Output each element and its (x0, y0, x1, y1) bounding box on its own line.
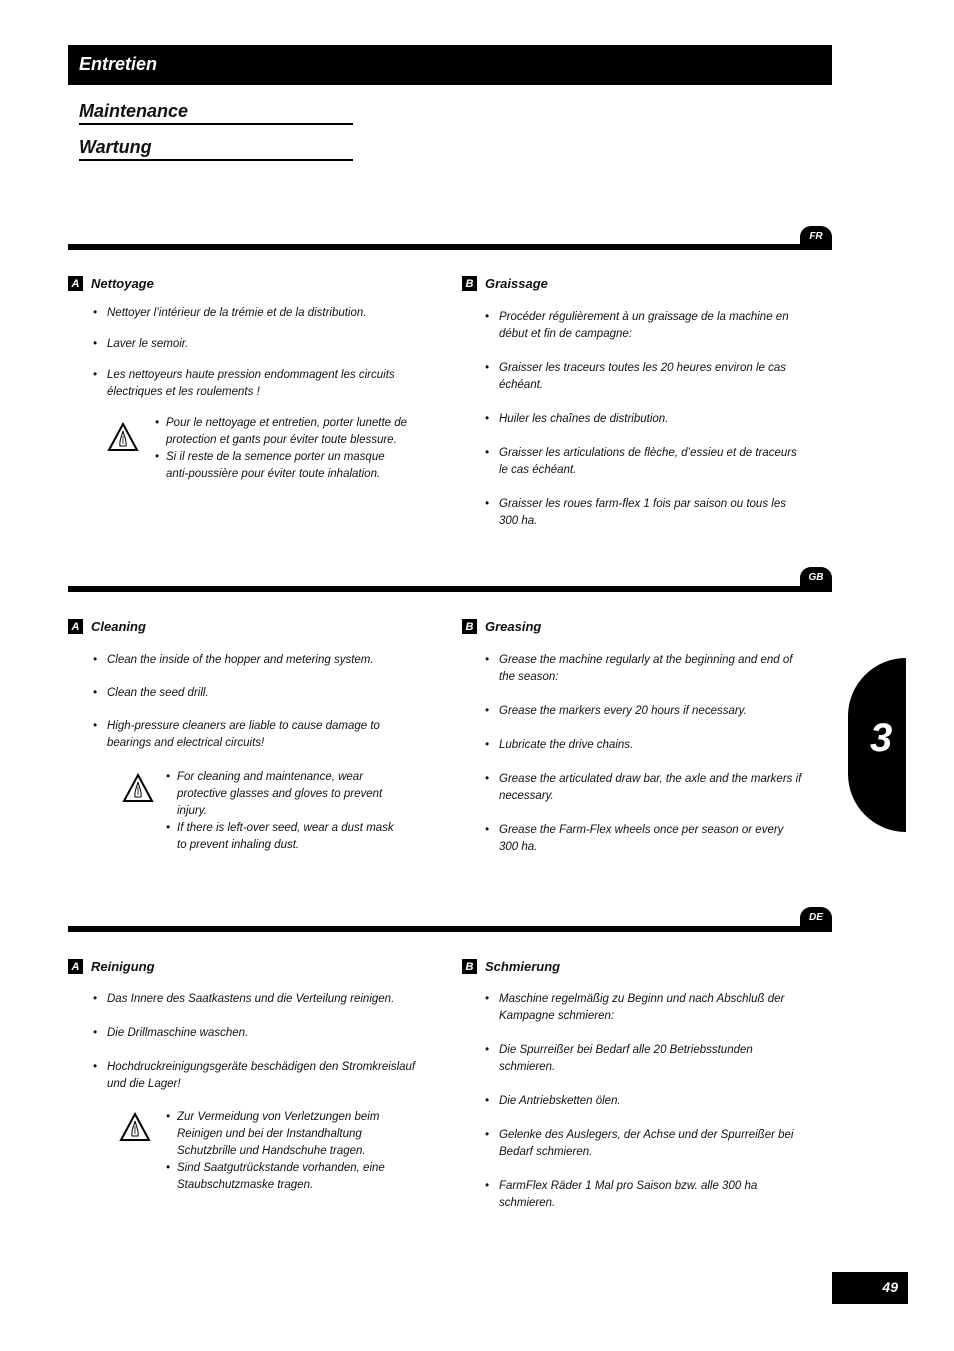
list-item: • Das Innere des Saatkastens und die Verteilung reinigen. (93, 991, 423, 1008)
list-item: • Clean the seed drill. (93, 685, 413, 702)
list-item: • Les nettoyeurs haute pression endommagent les circuits électriques et les roulements ! (93, 367, 413, 401)
section-title-text: Reinigung (91, 959, 155, 974)
list-item: • FarmFlex Räder 1 Mal pro Saison bzw. alle 300 ha schmieren. (485, 1178, 805, 1212)
subtitle-maintenance: Maintenance (79, 100, 353, 125)
page-number: 49 (882, 1279, 898, 1295)
lang-tab-fr: FR (800, 226, 832, 248)
warning-triangle-icon (119, 1112, 151, 1142)
list-item: • Nettoyer l’intérieur de la trémie et de la distribution. (93, 305, 413, 322)
de-warning-list (166, 1109, 416, 1194)
list-item: • Laver le semoir. (93, 336, 413, 353)
section-title-text: Schmierung (485, 959, 561, 974)
lang-tab-gb: GB (800, 567, 832, 589)
list-item: • Hochdruckreinigungsgeräte beschädigen den Stromkreislauf und die Lager! (93, 1059, 423, 1093)
list-item: • Die Spurreißer bei Bedarf alle 20 Betriebsstunden schmieren. (485, 1042, 805, 1076)
section-title-text: Cleaning (91, 619, 146, 634)
section-rule-fr (68, 244, 832, 250)
fr-warning-list (155, 415, 410, 483)
letter-box-b: B (462, 619, 477, 634)
de-section-b-title (462, 959, 560, 974)
subtitle-wartung: Wartung (79, 136, 353, 161)
list-item: • Graisser les traceurs toutes les 20 heures environ le cas échéant. (485, 360, 805, 394)
list-item: • Grease the machine regularly at the beginning and end of the season: (485, 652, 805, 686)
page-number-box (832, 1272, 908, 1304)
gb-warning-list (166, 769, 406, 854)
warning-item: • For cleaning and maintenance, wear protective glasses and gloves to prevent injury. (166, 769, 406, 820)
list-item: • Gelenke des Auslegers, der Achse und der Spurreißer bei Bedarf schmieren. (485, 1127, 805, 1161)
fr-section-a-title (68, 276, 154, 291)
de-cleaning-list (93, 991, 423, 1093)
section-title-text: Nettoyage (91, 276, 154, 291)
gb-section-a-title (68, 619, 146, 634)
lang-tab-de: DE (800, 907, 832, 929)
gb-cleaning-list (93, 652, 413, 752)
warning-item: • Sind Saatgutrückstande vorhanden, eine Staubschutzmaske tragen. (166, 1160, 416, 1194)
list-item: • Graisser les roues farm-flex 1 fois par saison ou tous les 300 ha. (485, 496, 805, 530)
fr-section-b-title (462, 276, 548, 291)
gb-greasing-list (485, 652, 805, 856)
letter-box-b: B (462, 276, 477, 291)
warning-item: • If there is left-over seed, wear a dust mask to prevent inhaling dust. (166, 820, 406, 854)
fr-cleaning-list (93, 305, 413, 401)
de-greasing-list (485, 991, 805, 1212)
section-rule-de (68, 926, 832, 932)
section-title-text: Graissage (485, 276, 548, 291)
list-item: • Die Drillmaschine waschen. (93, 1025, 423, 1042)
list-item: • Grease the Farm-Flex wheels once per season or every 300 ha. (485, 822, 805, 856)
gb-section-b-title (462, 619, 541, 634)
list-item: • Die Antriebsketten ölen. (485, 1093, 805, 1110)
warning-triangle-icon (107, 422, 139, 452)
section-rule-gb (68, 586, 832, 592)
list-item: • Huiler les chaînes de distribution. (485, 411, 805, 428)
chapter-number: 3 (870, 716, 893, 760)
letter-box-a: A (68, 959, 83, 974)
de-section-a-title (68, 959, 155, 974)
list-item: • Lubricate the drive chains. (485, 737, 805, 754)
letter-box-a: A (68, 619, 83, 634)
letter-box-a: A (68, 276, 83, 291)
chapter-tab (848, 658, 906, 832)
warning-item: • Si il reste de la semence porter un masque anti-poussière pour éviter toute inhalation. (155, 449, 410, 483)
list-item: • High-pressure cleaners are liable to cause damage to bearings and electrical circuits! (93, 718, 413, 752)
list-item: • Maschine regelmäßig zu Beginn und nach Abschluß der Kampagne schmieren: (485, 991, 805, 1025)
list-item: • Clean the inside of the hopper and metering system. (93, 652, 413, 669)
warning-item: • Zur Vermeidung von Verletzungen beim Reinigen und bei der Instandhaltung Schutzbrille und Handschuhe tragen. (166, 1109, 416, 1160)
section-title-text: Greasing (485, 619, 542, 634)
list-item: • Grease the articulated draw bar, the axle and the markers if necessary. (485, 771, 805, 805)
header-bar (68, 45, 832, 85)
list-item: • Grease the markers every 20 hours if necessary. (485, 703, 805, 720)
warning-item: • Pour le nettoyage et entretien, porter lunette de protection et gants pour éviter toute blessure. (155, 415, 410, 449)
list-item: • Graisser les articulations de flèche, d’essieu et de traceurs le cas échéant. (485, 445, 805, 479)
page-title: Entretien (79, 54, 158, 74)
warning-triangle-icon (122, 773, 154, 803)
list-item: • Procéder régulièrement à un graissage de la machine en début et fin de campagne: (485, 309, 805, 343)
fr-greasing-list (485, 309, 805, 530)
letter-box-b: B (462, 959, 477, 974)
